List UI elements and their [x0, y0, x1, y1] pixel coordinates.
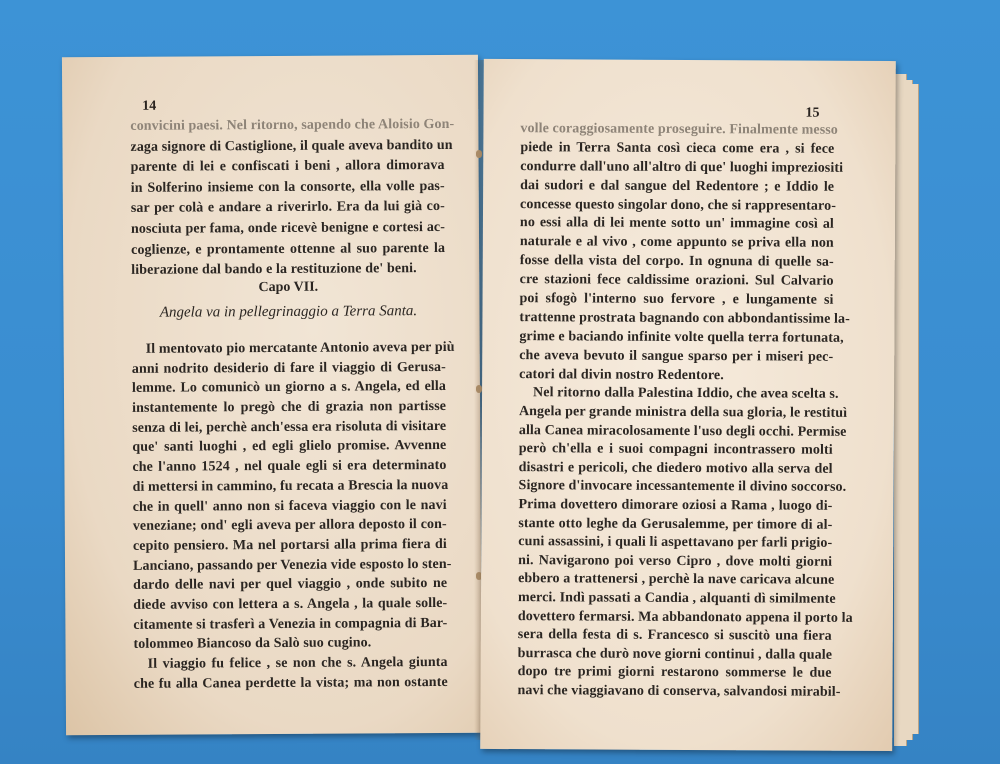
- text-line: cuni assassini, i quali li aspettavano per farli prigio-: [518, 534, 833, 551]
- text-line: anni nodrito desiderio di fare il viaggio di Gerusa-: [131, 359, 446, 377]
- text-line: piede in Terra Santa così cieca come era , si fece: [520, 140, 835, 157]
- text-line: sar per colà e andare a riverirlo. Era da lui già co-: [130, 199, 445, 217]
- text-line: senza di lei, perchè anch'essa era risoluta di visitare: [132, 418, 447, 436]
- text-line: cre stazioni fece caldissime orazioni. Sul Calvario: [519, 272, 834, 289]
- text-line: che l'anno 1524 , nel quale egli si era determinato: [132, 458, 447, 475]
- text-line: che aveva bevuto il sangue sparso per i miseri pec-: [519, 347, 834, 365]
- text-line: veneziane; ond' egli aveva per allora deposto il con-: [132, 517, 447, 535]
- text-line: volle coraggiosamente proseguire. Finalmente messo: [520, 121, 838, 138]
- text-line: Il mentovato pio mercatante Antonio aveva per più: [145, 339, 455, 357]
- text-line: che in quell' anno non si faceva viaggio con le navi: [132, 497, 447, 515]
- paragraph: [134, 653, 448, 694]
- text-line: poi sfogò l'interno suo fervore , e lungamente si: [519, 291, 834, 308]
- text-line: instantemente lo pregò che di grazia non partisse: [132, 398, 447, 416]
- chapter-title: Angela va in pellegrinaggio a Terra Santa.: [159, 303, 418, 321]
- text-line: burrasca che durò nove giorni continui , dalla quale: [517, 645, 833, 663]
- paragraph: [130, 115, 455, 282]
- text-line: concesse questo singolar dono, che si rappresentaro-: [520, 196, 837, 214]
- text-line: parente di lei e confiscati i beni , allora dimorava: [130, 158, 445, 176]
- paragraph: [519, 120, 850, 386]
- paragraph: [131, 338, 455, 655]
- text-line: dardo delle navi per quel viaggio , onde subito ne: [133, 576, 448, 594]
- text-line: catori dal divin nostro Redentore.: [519, 366, 724, 383]
- text-line: grime e baciando infinite volte quella terra fortunata,: [519, 328, 844, 346]
- text-line: però ch'ella e i suoi compagni incontrassero molti: [518, 441, 833, 459]
- text-line: naturale e al vivo , come appunto se priva ella non: [519, 234, 834, 252]
- text-line: Nel ritorno dalla Palestina Iddio, che avea scelta s.: [533, 385, 839, 403]
- text-line: stante otto leghe da Gerusalemme, per timore di al-: [518, 515, 833, 533]
- text-line: convicini paesi. Nel ritorno, sapendo che Aloisio Gon-: [130, 116, 455, 134]
- text-line: tolommeo Biancoso da Salò suo cugino.: [133, 635, 372, 653]
- text-line: citamente si trasferì a Venezia in compagnia di Bar-: [133, 615, 448, 633]
- text-line: in Solferino insieme con la consorte, ella volle pas-: [130, 178, 445, 196]
- chapter-heading: Capo VII.: [258, 279, 319, 296]
- text-line: navi che viaggiavano di conserva, salvandosi mirabil-: [517, 683, 841, 700]
- text-line: merci. Indì passati a Candia , alquanti dì similmente: [517, 590, 836, 607]
- left-text-body: [131, 338, 455, 694]
- text-line: dovettero fermarsi. Ma abbandonato appena il porto la: [517, 608, 853, 626]
- text-line: disastri e pericoli, che diedero motivo alla serva del: [518, 459, 833, 477]
- paragraph: [517, 385, 853, 703]
- text-line: Signore d'invocare incessantemente il divino soccorso.: [518, 478, 847, 496]
- text-line: Lanciano, passando per Venezia vide esposto lo sten-: [132, 556, 452, 574]
- text-line: di mettersi in cammino, fu recata a Brescia la nuova: [132, 477, 449, 495]
- text-line: dai sudori e dal sangue del Redentore ; e Iddio le: [520, 177, 835, 195]
- text-line: dopo tre primi giorni restarono sommerse le due: [517, 664, 832, 682]
- text-line: lemme. Lo comunicò un giorno a s. Angela, ed ella: [131, 379, 446, 397]
- left-page: [62, 55, 482, 736]
- text-line: Prima dovettero dimorare oziosi a Rama , luogo di-: [518, 497, 833, 514]
- text-line: fosse della vista del corpo. In ognuna di quelle sa-: [519, 253, 834, 270]
- text-line: coglienze, e prontamente ottenne al suo parente la: [131, 240, 446, 258]
- text-line: diede avviso con lettera a s. Angela , la quale solle-: [133, 595, 448, 613]
- text-line: condurre dall'uno all'altro di que' luoghi impreziositi: [520, 158, 844, 176]
- text-line: sera della festa di s. Francesco si suscitò una fiera: [517, 627, 832, 644]
- text-line: alla Canea miracolosamente l'uso degli occhi. Permise: [518, 422, 847, 440]
- binding-stitch: [476, 150, 482, 158]
- page-number: 14: [142, 98, 157, 114]
- text-line: Angela per grande ministra della sua gloria, le restituì: [518, 404, 848, 421]
- text-line: Il viaggio fu felice , se non che s. Angela giunta: [147, 654, 448, 672]
- text-line: ebbero a trattenersi , perchè la nave caricava alcune: [518, 571, 835, 589]
- page-edges: [906, 84, 919, 734]
- text-line: cepito pensiero. Ma nel portarsi alla prima fiera di: [132, 536, 447, 554]
- left-text-top: [130, 115, 455, 282]
- text-line: trattenne prostrata bagnando con abbondantissime la-: [519, 310, 850, 327]
- text-line: liberazione dal bando e la restituzione de' beni.: [131, 261, 417, 279]
- text-line: nosciuta per fama, onde ricevè benigne e cortesi ac-: [130, 219, 446, 237]
- text-line: no essi alla di lei mente sotto un' immagine così al: [519, 215, 834, 233]
- text-line: zaga signore di Castiglione, il quale aveva bandito un: [130, 137, 453, 155]
- text-line: che fu alla Canea perdette la vista; ma non ostante: [133, 674, 448, 692]
- right-page: [480, 59, 896, 751]
- right-text: [517, 120, 853, 702]
- text-line: ni. Navigarono poi verso Cipro , dove molti giorni: [518, 552, 833, 570]
- page-number: 15: [805, 105, 820, 121]
- text-line: que' santi luoghi , ed egli glielo promise. Avvenne: [132, 438, 447, 456]
